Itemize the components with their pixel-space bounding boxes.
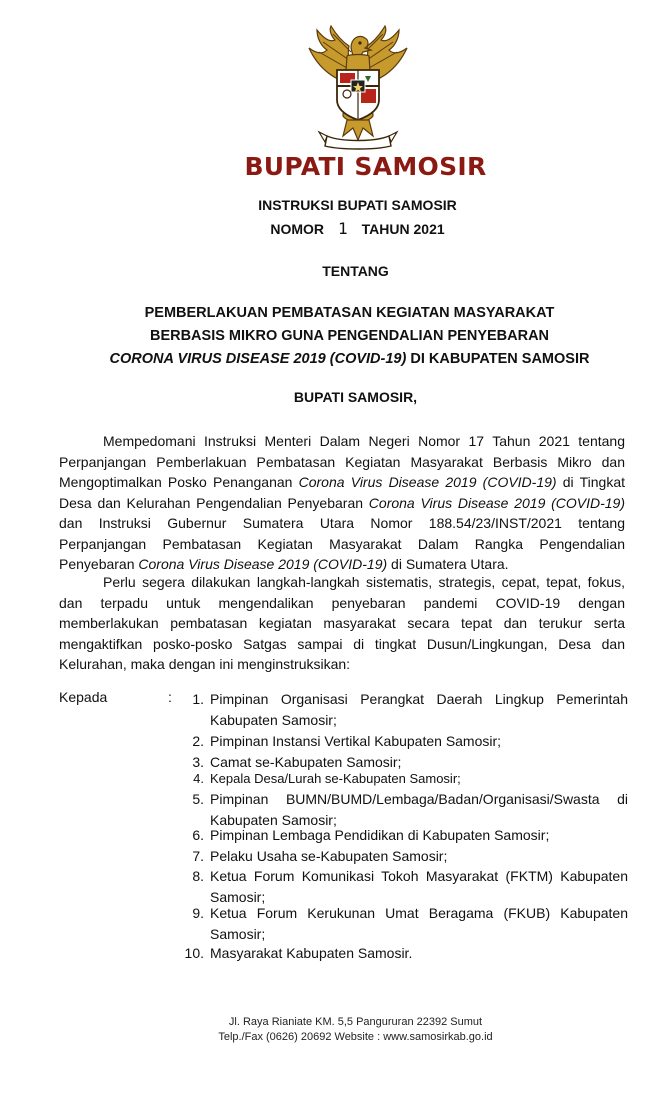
regent-title: BUPATI SAMOSIR [244, 152, 487, 181]
list-item-number: 9. [192, 905, 204, 921]
p2-text: Perlu segera dilakukan langkah-langkah sistematis, strategis, cepat, tepat, fokus, dan terpadu untuk mengendalikan penyebaran pandemi COVID-19 dengan memberlakukan pembatasan kegiatan masyarakat secara tepat dan terukur serta mengaktifkan posko-posko Satgas sampai di tingkat Dusun/Lingkungan, Desa dan Kelurahan, maka dengan ini menginstruksikan: [59, 574, 625, 672]
footer-contact: Telp./Fax (0626) 20692 Website : www.samosirkab.go.id [218, 1031, 493, 1043]
subject-block [14, 302, 671, 371]
list-item-number: 3. [192, 754, 204, 770]
list-item-text: Ketua Forum Kerukunan Umat Beragama (FKUB) Kabupaten Samosir; [210, 905, 628, 942]
instruction-title: INSTRUKSI BUPATI SAMOSIR [258, 197, 457, 213]
list-item-text: Pimpinan BUMN/BUMD/Lembaga/Badan/Organisasi/Swasta di Kabupaten Samosir; [210, 791, 628, 828]
list-item-number: 2. [192, 733, 204, 749]
year-label: TAHUN 2021 [361, 221, 445, 237]
p1-text-d: Corona Virus Disease 2019 (COVID-19) [368, 494, 626, 511]
list-item-text: Pelaku Usaha se-Kabupaten Samosir; [210, 848, 448, 864]
p1-text-c: di Tingkat Desa dan Kelurahan Pengendalian Penyebaran [59, 474, 625, 511]
subject-line-1: PEMBERLAKUAN PEMBATASAN KEGIATAN MASYARAKAT [144, 305, 555, 321]
list-item-text: Camat se-Kabupaten Samosir; [210, 754, 402, 770]
number-label: NOMOR [270, 221, 325, 237]
list-item-number: 5. [192, 791, 204, 807]
number-value: 1 [338, 219, 348, 238]
regent-name: BUPATI SAMOSIR, [293, 389, 418, 405]
list-item-number: 7. [192, 848, 204, 864]
paragraph-considering [59, 431, 625, 575]
list-item-text: Pimpinan Instansi Vertikal Kabupaten Samosir; [210, 733, 502, 749]
p1-text-g: di Sumatera Utara. [387, 556, 509, 572]
list-item-text: Kepala Desa/Lurah se-Kabupaten Samosir; [210, 771, 461, 786]
about-label: TENTANG [322, 263, 389, 279]
addressee-label: Kepada [59, 689, 108, 705]
addressee-colon: : [168, 689, 172, 705]
p1-text-b: Corona Virus Disease 2019 (COVID-19) [298, 474, 557, 490]
subject-line-3 [14, 348, 671, 371]
p1-text-f: Corona Virus Disease 2019 (COVID-19) [138, 556, 388, 572]
list-item-text: Pimpinan Organisasi Perangkat Daerah Lingkup Pemerintah Kabupaten Samosir; [210, 691, 628, 728]
subject-line-3-italic: CORONA VIRUS DISEASE 2019 (COVID-19) [109, 351, 407, 367]
subject-line-2: BERBASIS MIKRO GUNA PENGENDALIAN PENYEBARAN [149, 328, 550, 344]
number-line [22, 219, 671, 238]
garuda-emblem-icon [297, 24, 419, 152]
p1-text-e: dan Instruksi Gubernur Sumatera Utara Nomor 188.54/23/INST/2021 tentang Perpanjangan Pembatasan Kegiatan Masyarakat Dalam Rangka Pengendalian Penyebaran [59, 515, 625, 572]
list-item-number: 4. [193, 771, 204, 786]
p1-text-a: Mempedomani Instruksi Menteri Dalam Negeri Nomor 17 Tahun 2021 tentang Perpanjangan Pemberlakuan Pembatasan Kegiatan Masyarakat Berbasis Mikro dan Mengoptimalkan Posko Penanganan [59, 433, 625, 490]
list-item-number: 1. [192, 691, 204, 707]
list-item-number: 8. [192, 868, 204, 884]
list-item-number: 6. [192, 827, 204, 843]
list-item-text: Masyarakat Kabupaten Samosir. [210, 945, 413, 961]
paragraph-instruction [59, 572, 625, 675]
list-item-number: 10. [184, 945, 204, 961]
list-item-text: Pimpinan Lembaga Pendidikan di Kabupaten Samosir; [210, 827, 550, 843]
list-item-text: Ketua Forum Komunikasi Tokoh Masyarakat (FKTM) Kabupaten Samosir; [210, 868, 628, 905]
subject-line-3-rest: DI KABUPATEN SAMOSIR [406, 351, 590, 367]
footer-address: Jl. Raya Rianiate KM. 5,5 Pangururan 22392 Sumut [228, 1016, 483, 1028]
